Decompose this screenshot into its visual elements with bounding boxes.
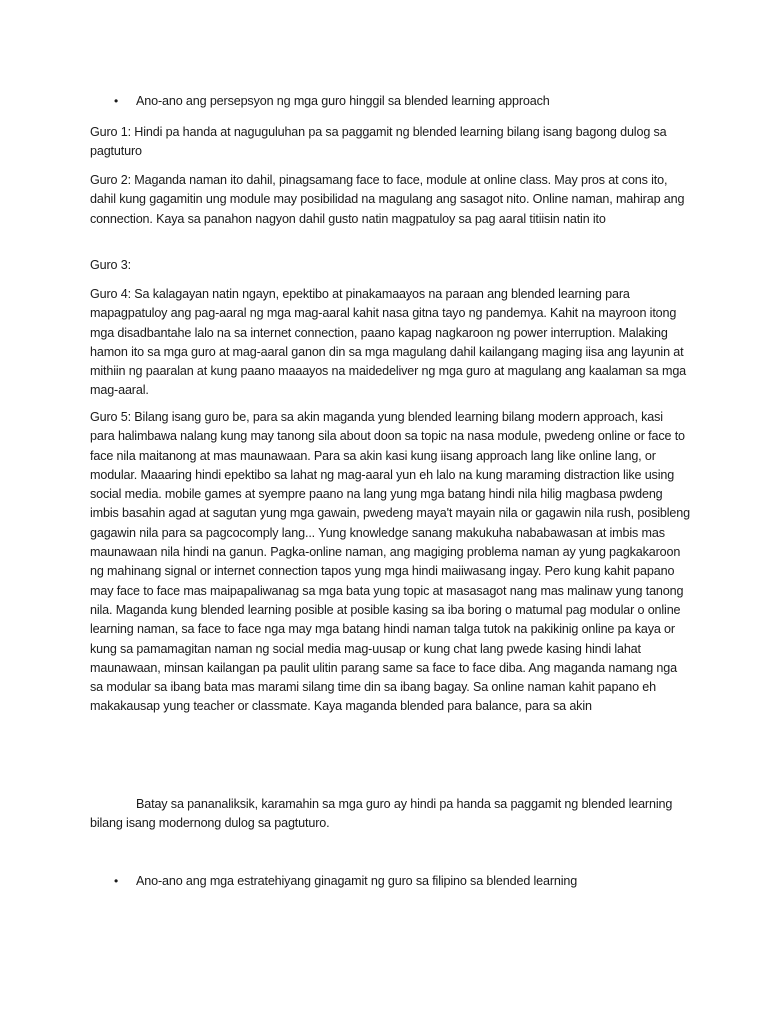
bullet-marker: • <box>114 94 119 108</box>
paragraph-guro-2: Guro 2: Maganda naman ito dahil, pinagsamang face to face, module at online class. May pros at cons ito, dahil kung gagamitin ung module may posibilidad na magulang ang sasagot nito. Online naman, mahirap ang connection. Kaya sa panahon nagyon dahil gusto natin magpatuloy sa pag aaral titiisin natin ito <box>90 173 685 226</box>
paragraph-guro-3: Guro 3: <box>90 258 131 272</box>
bullet-text: Ano-ano ang persepsyon ng mga guro hinggil sa blended learning approach <box>136 94 550 108</box>
bullet-item-question-2 <box>90 872 690 891</box>
paragraph-summary: Batay sa pananaliksik, karamahin sa mga guro ay hindi pa handa sa paggamit ng blended learning bilang isang modernong dulog sa pagtuturo. <box>90 797 673 831</box>
paragraph-guro-1: Guro 1: Hindi pa handa at naguguluhan pa sa paggamit ng blended learning bilang isang bagong dulog sa pagtuturo <box>90 125 667 159</box>
bullet-marker: • <box>114 874 119 888</box>
bullet-text: Ano-ano ang mga estratehiyang ginagamit ng guro sa filipino sa blended learning <box>136 874 578 888</box>
bullet-item-question-1 <box>90 92 690 111</box>
paragraph-guro-5: Guro 5: Bilang isang guro be, para sa akin maganda yung blended learning bilang modern approach, kasi para halimbawa nalang kung may tanong sila about doon sa topic na nasa module, pwedeng online or face to face nila maitanong at mas maunawaan. Para sa akin kasi kung iisang approach lang like online lang, or modular. Maaaring hindi epektibo sa lahat ng mag-aaral yun eh lalo na kung maraming distraction like using social media. mobile games at syempre paano na lang yung mga batang hindi nila hilig magbasa pwdeng imbis basahin agad at sagutan yung mga gawain, pwedeng maya't mayain nila or gagawin nila rush, posibleng gagawin nila para sa pagcocomply lang... Yung knowledge sanang makukuha nababawasan at imbis mas maunawaan nila hindi na ganun. Pagka-online naman, ang magiging problema naman ay yung pagkakaroon ng mahinang signal or internet connection tapos yung mga hindi maiiwasang ingay. Pero kung kahit papano may face to face mas maipapaliwanag sa mga bata yung topic at masasagot nang mas malinaw yung tanong nila. Maganda kung blended learning posible at posible kasing sa iba boring o matumal pag modular o online learning naman, sa face to face nga may mga batang hindi naman talga tutok na pakikinig online pa kaya or kung sa pamamagitan naman ng social media mag-uusap or kung chat lang pwede kasing hindi lahat maunawaan, minsan kailangan pa paulit ulitin parang same sa face to face diba. Ang maganda namang nga sa modular sa ibang bata mas marami silang time din sa ibang bagay. Sa online naman kahit papano eh makakausap yung teacher or classmate. Kaya maganda blended para balance, para sa akin <box>90 410 690 714</box>
paragraph-guro-4: Guro 4: Sa kalagayan natin ngayn, epektibo at pinakamaayos na paraan ang blended learning para mapagpatuloy ang pag-aaral ng mga mag-aaral kahit nasa gitna tayo ng pandemya. Kahit na mayroon itong mga disadbantahe lalo na sa internet connection, paano kapag nagkaroon ng power interruption. Malaking hamon ito sa mga guro at mag-aaral ganon din sa mga magulang dahil kailangang maging iisa ang layunin at mithiin ng paaralan at kung paano maaayos na maidedeliver ng mga guro at magulang ang kaalaman sa mga mag-aaral. <box>90 287 687 398</box>
